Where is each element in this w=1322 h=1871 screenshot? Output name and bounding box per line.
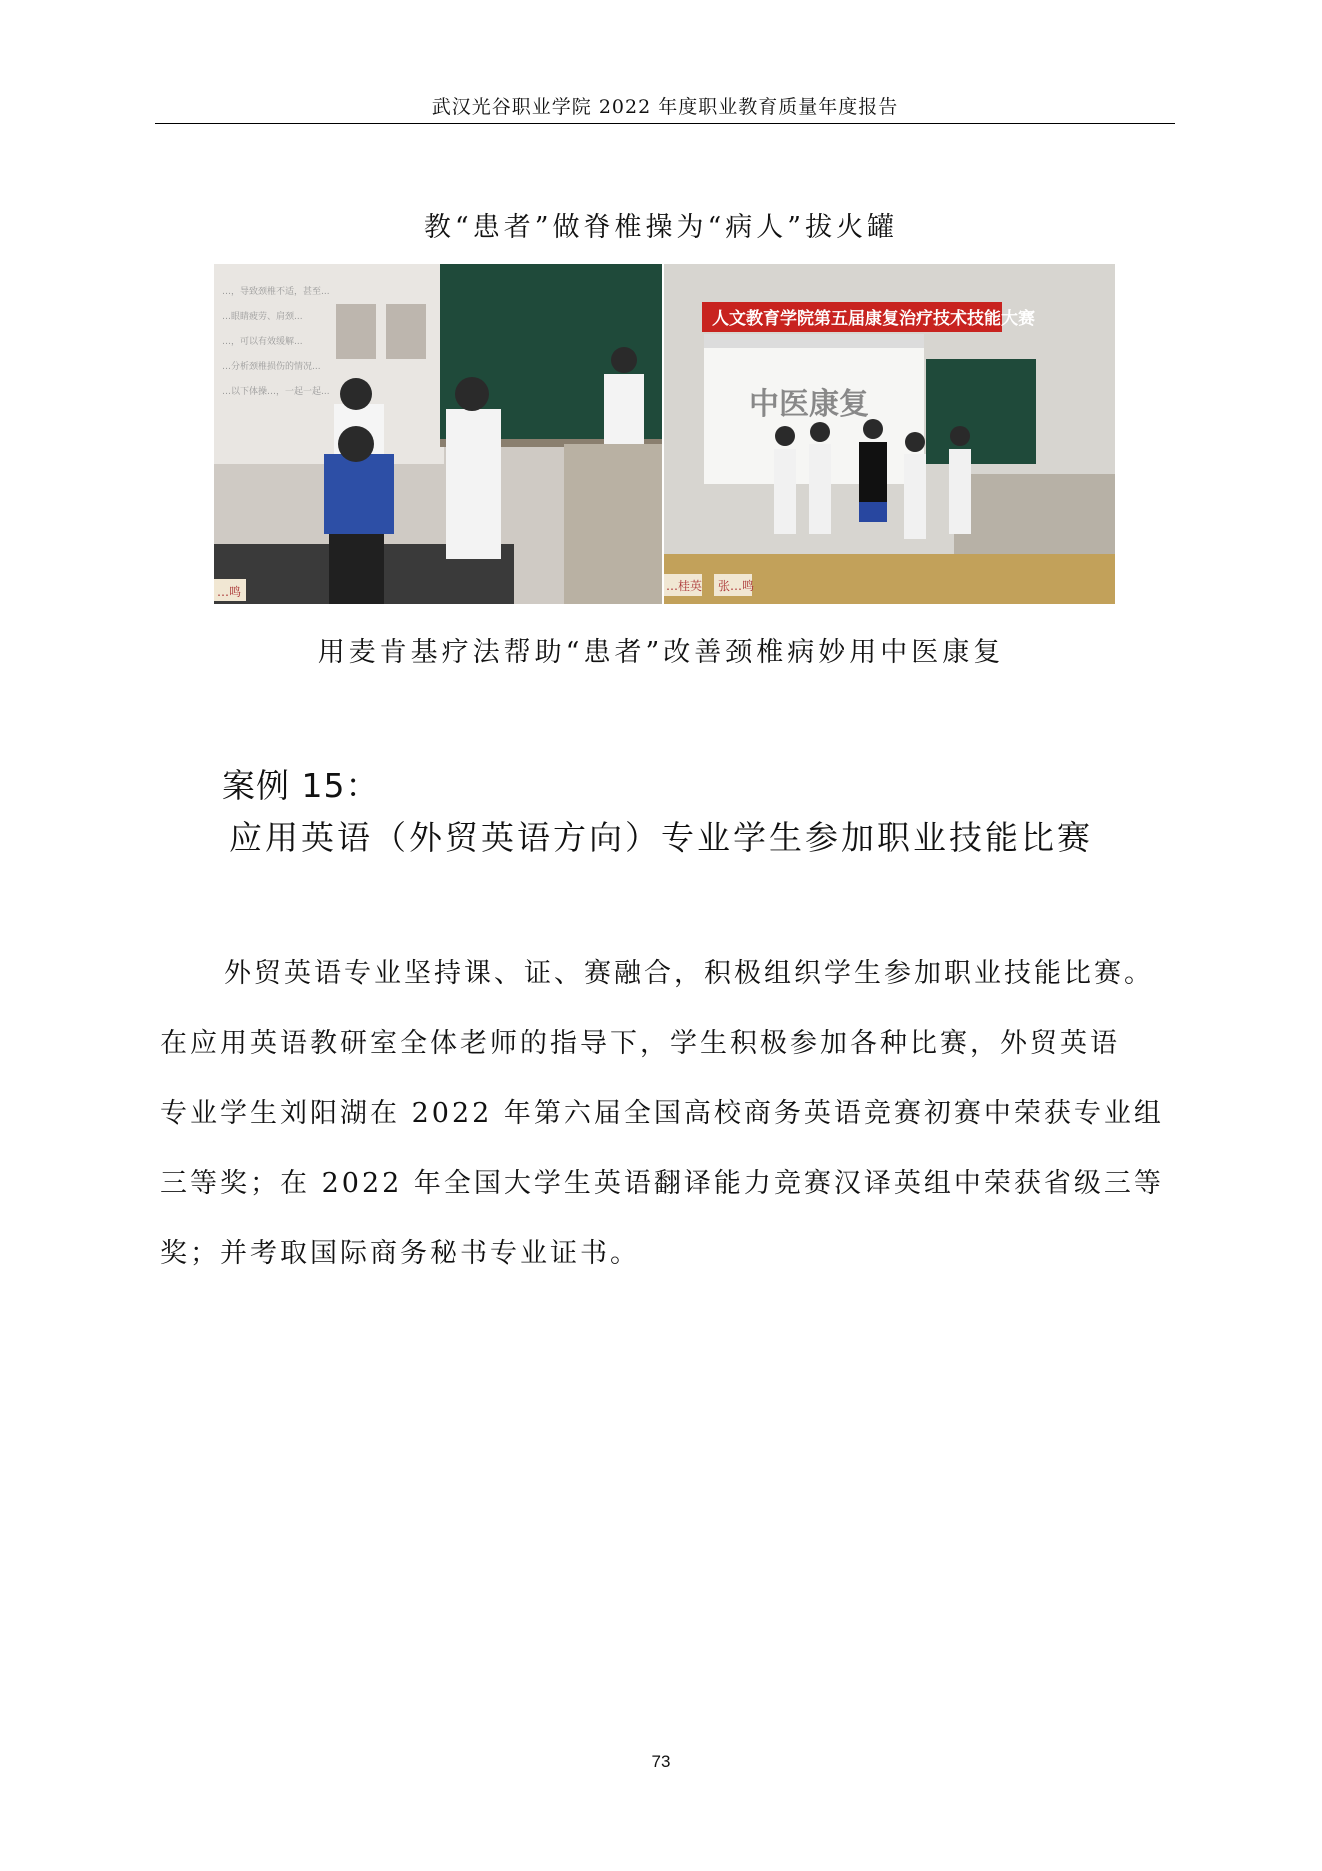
- projected-line-4: …分析颈椎损伤的情况...: [222, 362, 321, 372]
- caption-top: 教“患者”做脊椎操为“病人”拔火罐: [423, 212, 899, 243]
- case-subtitle: 应用英语（外贸英语方向）专业学生参加职业技能比赛: [229, 818, 1093, 857]
- nameplate-right-2: 张…鸣: [718, 579, 755, 593]
- screen-text: 中医康复: [749, 387, 869, 422]
- projected-line-1: …，导致颈椎不适，甚至...: [222, 287, 330, 297]
- paragraph-line: 专业学生刘阳湖在 2022 年第六届全国高校商务英语竞赛初赛中荣获专业组: [160, 1098, 1164, 1129]
- nameplate-right-1: …桂英: [666, 579, 703, 593]
- paragraph-line: 外贸英语专业坚持课、证、赛融合，积极组织学生参加职业技能比赛。: [224, 958, 1154, 989]
- projected-line-3: …，可以有效缓解...: [222, 337, 303, 347]
- paragraph-line: 三等奖；在 2022 年全国大学生英语翻译能力竞赛汉译英组中荣获省级三等: [160, 1168, 1164, 1199]
- nameplate-left: …鸣: [217, 585, 242, 599]
- page-number: 73: [651, 1752, 671, 1771]
- body-paragraph: [160, 939, 1200, 1289]
- paragraph-line: 在应用英语教研室全体老师的指导下，学生积极参加各种比赛，外贸英语: [160, 1028, 1120, 1059]
- header-title: 武汉光谷职业学院 2022 年度职业教育质量年度报告: [431, 96, 899, 118]
- contest-banner-text: 人文教育学院第五届康复治疗技术技能大赛: [712, 309, 1035, 329]
- photo-right-contest: [664, 264, 1115, 604]
- paragraph-line: 奖；并考取国际商务秘书专业证书。: [160, 1238, 640, 1269]
- projected-line-5: …以下体操…，一起一起...: [222, 387, 330, 397]
- projected-line-2: …眼睛疲劳、肩颈...: [222, 312, 303, 322]
- photo-left-massage-demo: [214, 264, 662, 604]
- case-title: 案例 15：: [222, 766, 380, 805]
- header-rule: [155, 123, 1175, 124]
- caption-bottom: 用麦肯基疗法帮助“患者”改善颈椎病妙用中医康复: [317, 637, 1005, 668]
